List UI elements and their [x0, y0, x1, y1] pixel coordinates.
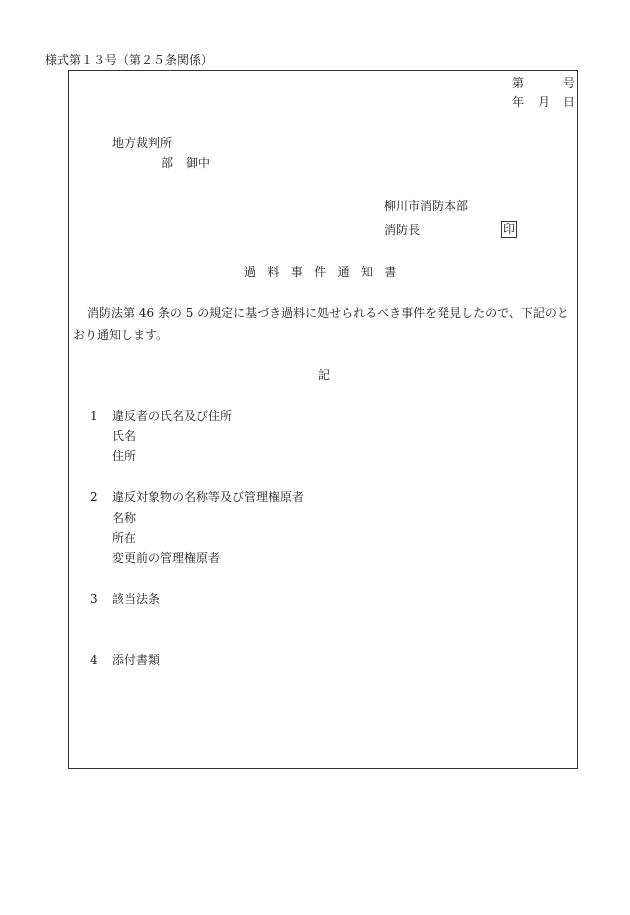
sender-chief: 消防長 — [384, 223, 421, 237]
date-day-label: 日 — [563, 95, 576, 109]
item-1-number: 1 — [90, 409, 98, 423]
form-number: 様式第１３号（第２５条関係） — [45, 53, 214, 67]
item-1-heading: 違反者の氏名及び住所 — [112, 409, 233, 423]
date-month-label: 月 — [538, 95, 551, 109]
item-1-field-address: 住所 — [112, 449, 137, 463]
item-4-heading: 添付書類 — [112, 653, 161, 667]
addressee-gochu: 御中 — [186, 156, 211, 170]
date-year-label: 年 — [512, 95, 525, 109]
document-title: 過料事件通知書 — [244, 265, 408, 279]
seal-mark — [501, 221, 517, 238]
ki-heading: 記 — [318, 368, 331, 382]
seal-label: 印 — [501, 221, 517, 238]
number-label-dai: 第 — [512, 76, 525, 90]
addressee-department: 部 — [161, 156, 174, 170]
item-3-number: 3 — [90, 592, 98, 606]
sender-organization: 柳川市消防本部 — [384, 199, 469, 213]
item-4-number: 4 — [90, 653, 98, 667]
addressee-court: 地方裁判所 — [112, 136, 173, 150]
number-label-go: 号 — [563, 76, 576, 90]
body-line-1: 消防法第 46 条の 5 の規定に基づき過料に処せられるべき事件を発見したので、下記のと — [87, 306, 569, 320]
item-2-heading: 違反対象物の名称等及び管理権原者 — [112, 490, 305, 504]
item-2-number: 2 — [90, 490, 98, 504]
item-2-field-previous-manager: 変更前の管理権原者 — [112, 551, 221, 565]
item-1-field-name: 氏名 — [112, 429, 137, 443]
item-3-heading: 該当法条 — [112, 592, 161, 606]
body-line-2: おり通知します。 — [73, 328, 169, 342]
item-2-field-name: 名称 — [112, 511, 137, 525]
item-2-field-location: 所在 — [112, 531, 137, 545]
